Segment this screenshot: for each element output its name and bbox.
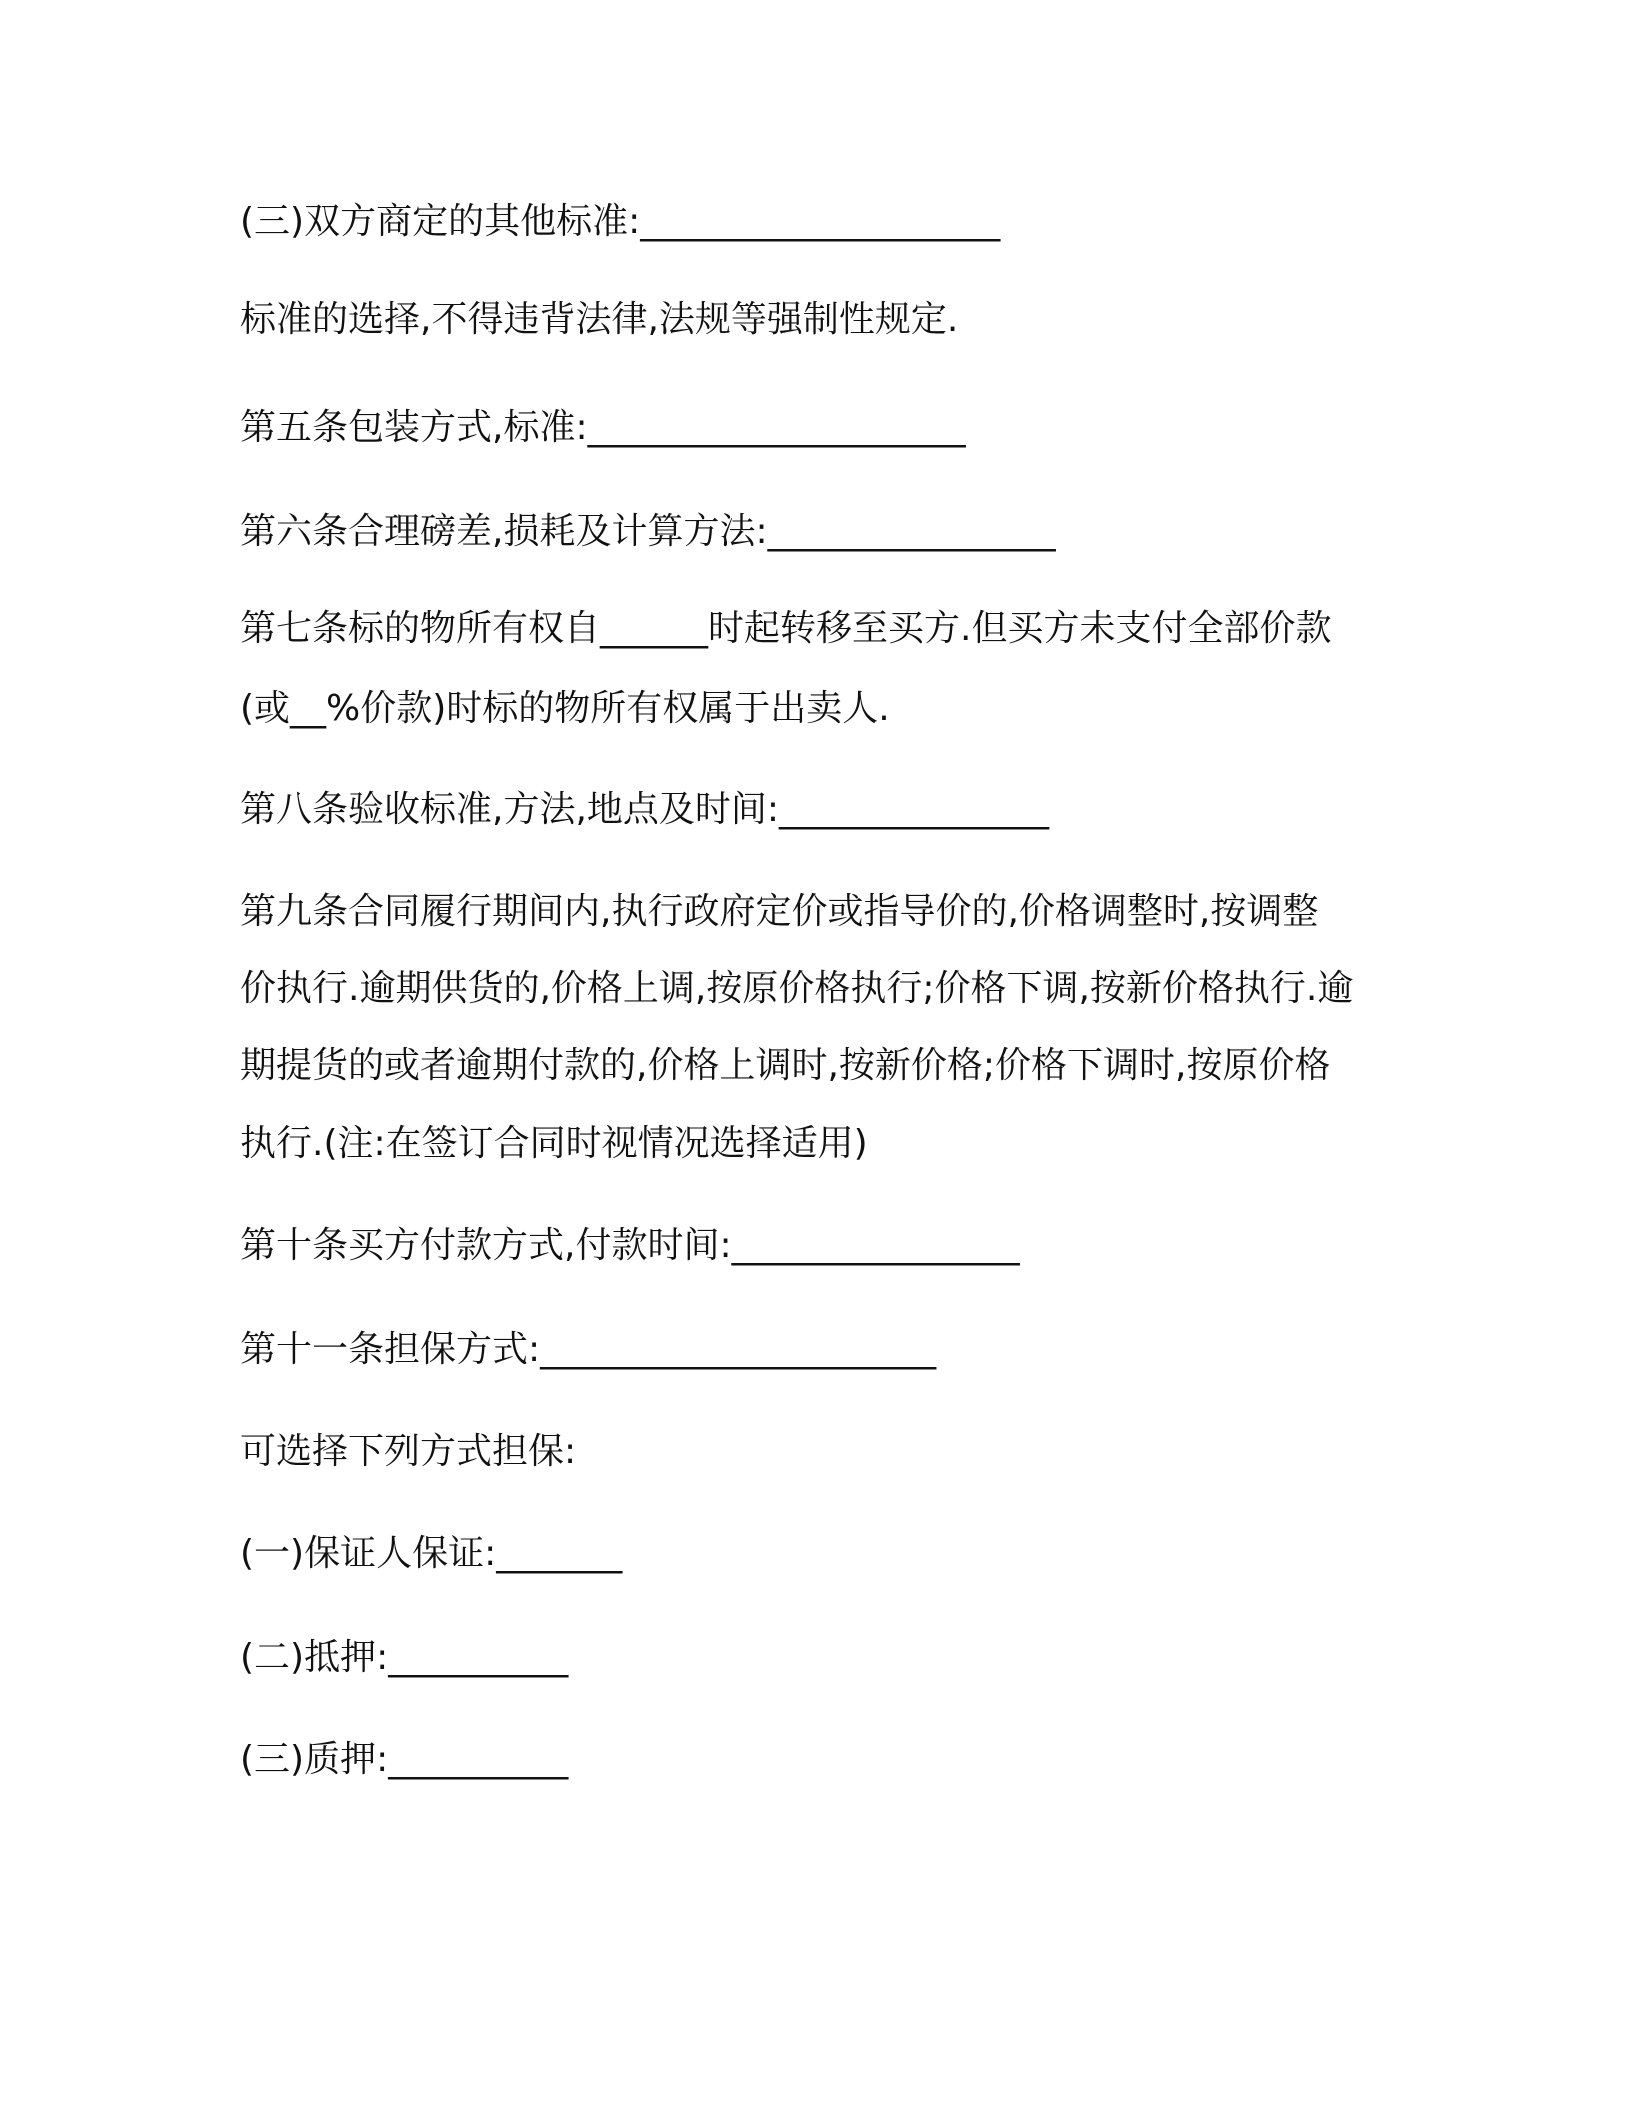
guarantee-option-mortgage: (二)抵押:__________ (240, 1637, 569, 1678)
guarantee-option-surety: (一)保证人保证:_______ (240, 1533, 623, 1574)
standard-selection-note: 标准的选择,不得违背法律,法规等强制性规定. (240, 299, 959, 340)
clause-10-payment: 第十条买方付款方式,付款时间:________________ (240, 1225, 1020, 1266)
clause-other-standards: (三)双方商定的其他标准:____________________ (240, 201, 1001, 242)
clause-9-price-line-1: 第九条合同履行期间内,执行政府定价或指导价的,价格调整时,按调整 (240, 891, 1319, 932)
clause-7-ownership-line-2: (或__%价款)时标的物所有权属于出卖人. (240, 688, 890, 729)
clause-7-ownership-line-1: 第七条标的物所有权自______时起转移至买方.但买方未支付全部价款 (240, 608, 1332, 649)
clause-9-price-line-3: 期提货的或者逾期付款的,价格上调时,按新价格;价格下调时,按原价格 (240, 1045, 1331, 1086)
clause-11-guarantee: 第十一条担保方式:______________________ (240, 1329, 937, 1370)
guarantee-option-pledge: (三)质押:__________ (240, 1739, 569, 1780)
clause-5-packaging: 第五条包装方式,标准:_____________________ (240, 407, 966, 448)
clause-9-price-line-2: 价执行.逾期供货的,价格上调,按原价格执行;价格下调,按新价格执行.逾 (240, 968, 1354, 1009)
clause-9-price-line-4: 执行.(注:在签订合同时视情况选择适用) (240, 1123, 868, 1164)
clause-8-acceptance: 第八条验收标准,方法,地点及时间:_______________ (240, 789, 1050, 830)
clause-6-tolerance: 第六条合理磅差,损耗及计算方法:________________ (240, 511, 1056, 552)
guarantee-options-intro: 可选择下列方式担保: (240, 1431, 577, 1472)
